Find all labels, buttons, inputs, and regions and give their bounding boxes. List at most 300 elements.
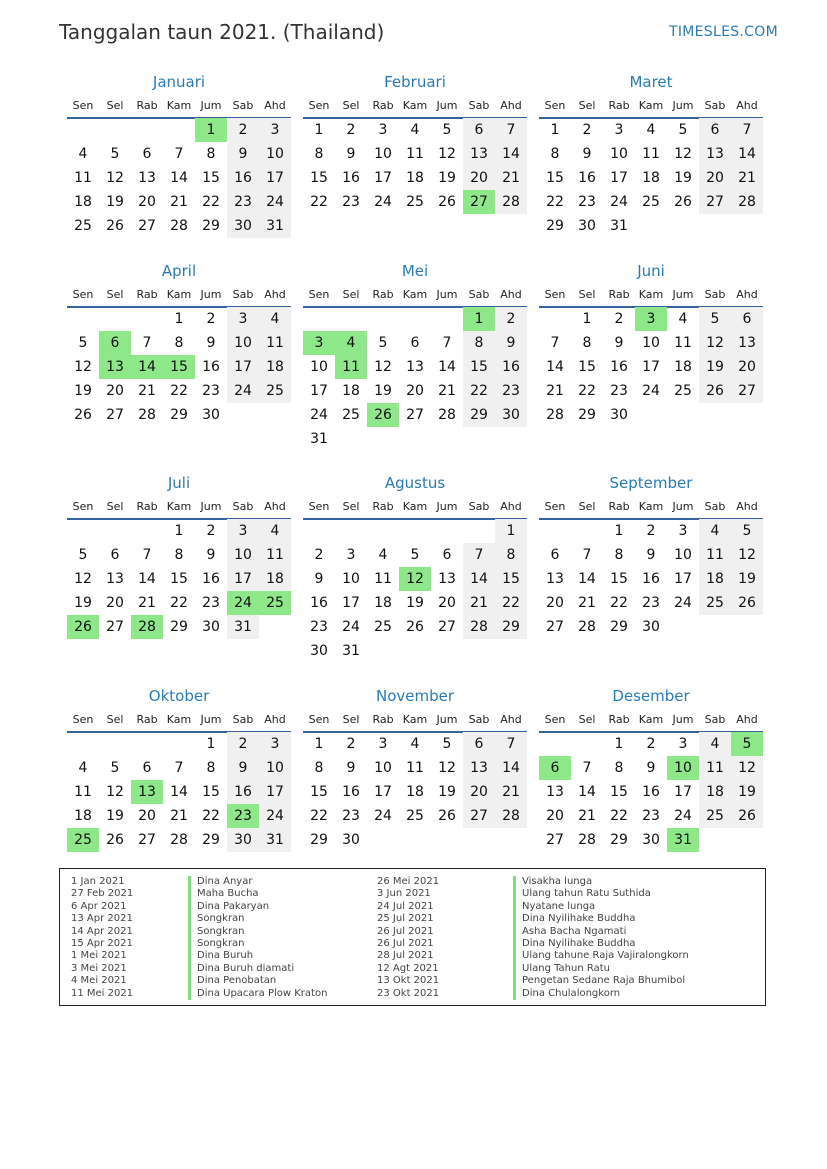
day-cell: 10	[227, 331, 259, 355]
day-cell: 4	[378, 547, 388, 563]
day-cell: 25	[699, 591, 731, 615]
weekday-header	[67, 713, 291, 733]
day-cell: 11	[74, 170, 92, 186]
day-cell: 5	[410, 547, 420, 563]
day-cell: 5	[442, 122, 452, 138]
weekday-label: Jum	[436, 500, 458, 513]
weekday-label: Ahd	[500, 500, 522, 513]
day-cell: 10	[310, 359, 328, 375]
day-cell: 31	[259, 828, 291, 852]
day-cell: 28	[438, 407, 456, 423]
holiday-day-cell: 3	[303, 331, 335, 355]
day-cell: 13	[463, 756, 495, 780]
day-cell: 28	[463, 615, 495, 639]
weekday-label: Sab	[468, 713, 490, 726]
weekday-label: Sab	[704, 99, 726, 112]
day-cell: 7	[142, 335, 152, 351]
day-cell: 5	[699, 307, 731, 331]
day-cell: 5	[731, 519, 763, 543]
day-cell: 27	[463, 804, 495, 828]
weekday-label: Jum	[436, 288, 458, 301]
day-cell: 10	[610, 146, 628, 162]
weekday-label: Sel	[106, 99, 124, 112]
legend-date: 3 Jun 2021	[377, 888, 431, 900]
holiday-day-cell: 13	[99, 355, 131, 379]
legend-holiday-name: Dina Upacara Plow Kraton	[188, 988, 327, 1000]
day-cell: 18	[259, 355, 291, 379]
day-cell: 24	[342, 619, 360, 635]
weekday-label: Sab	[232, 500, 254, 513]
day-cell: 7	[463, 543, 495, 567]
day-cell: 1	[314, 122, 324, 138]
weekday-label: Rab	[372, 500, 394, 513]
day-cell: 23	[578, 194, 596, 210]
holiday-day-cell: 28	[131, 615, 163, 639]
page-title: Tanggalan taun 2021. (Thailand)	[59, 20, 385, 44]
day-cell: 15	[546, 170, 564, 186]
weekday-label: Jum	[672, 500, 694, 513]
month-name: September	[609, 474, 693, 492]
day-cell: 27	[106, 619, 124, 635]
day-cell: 9	[646, 760, 656, 776]
holiday-day-cell: 27	[463, 190, 495, 214]
day-cell: 17	[227, 567, 259, 591]
day-cell: 3	[678, 523, 688, 539]
weekday-label: Ahd	[264, 713, 286, 726]
day-cell: 13	[106, 571, 124, 587]
day-cell: 21	[170, 194, 188, 210]
day-cell: 18	[74, 808, 92, 824]
weekday-label: Ahd	[736, 500, 758, 513]
day-cell: 4	[78, 146, 88, 162]
day-cell: 28	[578, 832, 596, 848]
day-cell: 14	[170, 784, 188, 800]
month-name: Mei	[401, 262, 429, 280]
day-cell: 6	[110, 547, 120, 563]
day-cell: 27	[731, 379, 763, 403]
day-cell: 1	[314, 736, 324, 752]
weekday-header	[67, 500, 291, 520]
site-brand-link[interactable]: TIMESLES.COM	[669, 24, 778, 40]
weekday-label: Sel	[578, 713, 596, 726]
legend-holiday-name: Dina Penobatan	[188, 975, 327, 987]
day-cell: 21	[463, 591, 495, 615]
day-cell: 5	[78, 547, 88, 563]
weekday-label: Ahd	[500, 288, 522, 301]
day-cell: 16	[642, 784, 660, 800]
day-cell: 26	[438, 194, 456, 210]
weekday-label: Sen	[72, 500, 94, 513]
weekday-label: Jum	[672, 288, 694, 301]
day-cell: 15	[610, 784, 628, 800]
weekday-label: Ahd	[264, 99, 286, 112]
weekday-label: Sab	[468, 99, 490, 112]
legend-date: 25 Jul 2021	[377, 913, 434, 925]
day-cell: 13	[438, 571, 456, 587]
weekday-label: Jum	[672, 99, 694, 112]
day-cell: 27	[699, 190, 731, 214]
weekday-label: Kam	[402, 288, 428, 301]
day-cell: 22	[170, 595, 188, 611]
legend-holiday-name: Nyatane lunga	[513, 901, 689, 913]
day-cell: 23	[310, 619, 328, 635]
day-cell: 5	[442, 736, 452, 752]
weekday-label: Jum	[200, 99, 222, 112]
day-cell: 15	[202, 170, 220, 186]
day-cell: 2	[582, 122, 592, 138]
day-cell: 20	[138, 194, 156, 210]
day-cell: 26	[106, 218, 124, 234]
legend-holiday-name: Songkran	[188, 913, 327, 925]
day-cell: 24	[610, 194, 628, 210]
day-cell: 17	[374, 784, 392, 800]
day-cell: 19	[374, 383, 392, 399]
day-cell: 12	[74, 359, 92, 375]
day-cell: 11	[699, 756, 731, 780]
day-cell: 19	[106, 194, 124, 210]
day-cell: 16	[610, 359, 628, 375]
day-cell: 13	[463, 142, 495, 166]
weekday-label: Kam	[402, 99, 428, 112]
day-cell: 6	[731, 307, 763, 331]
day-cell: 15	[310, 170, 328, 186]
day-cell: 7	[142, 547, 152, 563]
day-cell: 30	[310, 643, 328, 659]
day-cell: 6	[550, 547, 560, 563]
weekday-label: Sel	[106, 288, 124, 301]
weekday-header	[539, 500, 763, 520]
holiday-day-cell: 3	[635, 307, 667, 331]
day-cell: 18	[406, 170, 424, 186]
day-cell: 1	[495, 519, 527, 543]
day-cell: 26	[438, 808, 456, 824]
legend-holiday-name: Dina Anyar	[188, 876, 327, 888]
weekday-label: Sel	[106, 713, 124, 726]
weekday-label: Ahd	[264, 288, 286, 301]
day-cell: 2	[314, 547, 324, 563]
weekday-label: Sen	[308, 500, 330, 513]
day-cell: 29	[495, 615, 527, 639]
day-cell: 3	[614, 122, 624, 138]
legend-holiday-name: Dina Buruh diamati	[188, 963, 327, 975]
day-cell: 2	[227, 732, 259, 756]
day-cell: 18	[259, 567, 291, 591]
day-cell: 30	[495, 403, 527, 427]
holiday-legend	[59, 868, 766, 1006]
day-cell: 21	[546, 383, 564, 399]
weekday-label: Jum	[200, 713, 222, 726]
day-cell: 17	[674, 784, 692, 800]
weekday-label: Kam	[638, 99, 664, 112]
day-cell: 9	[614, 335, 624, 351]
legend-holiday-name: Asha Bacha Ngamati	[513, 926, 689, 938]
day-cell: 8	[550, 146, 560, 162]
legend-holiday-name: Songkran	[188, 938, 327, 950]
day-cell: 23	[495, 379, 527, 403]
day-cell: 22	[610, 808, 628, 824]
day-cell: 15	[463, 355, 495, 379]
day-cell: 9	[346, 146, 356, 162]
weekday-label: Sel	[342, 99, 360, 112]
weekday-label: Jum	[436, 99, 458, 112]
day-cell: 1	[614, 736, 624, 752]
legend-date: 26 Mei 2021	[377, 876, 440, 887]
weekday-label: Rab	[608, 713, 630, 726]
day-cell: 29	[463, 403, 495, 427]
day-cell: 20	[138, 808, 156, 824]
day-cell: 26	[406, 619, 424, 635]
day-cell: 30	[642, 832, 660, 848]
day-cell: 23	[202, 383, 220, 399]
month-name: Desember	[612, 687, 690, 705]
day-cell: 29	[170, 407, 188, 423]
legend-holiday-name: Ulang tahune Raja Vajiralongkorn	[513, 950, 689, 962]
weekday-label: Sel	[342, 500, 360, 513]
weekday-label: Kam	[166, 288, 192, 301]
day-cell: 1	[174, 311, 184, 327]
day-cell: 6	[463, 732, 495, 756]
day-cell: 20	[699, 166, 731, 190]
day-cell: 9	[646, 547, 656, 563]
weekday-label: Sel	[342, 713, 360, 726]
day-cell: 3	[227, 519, 259, 543]
day-cell: 14	[731, 142, 763, 166]
holiday-day-cell: 15	[163, 355, 195, 379]
weekday-label: Ahd	[736, 713, 758, 726]
day-cell: 25	[259, 379, 291, 403]
day-cell: 17	[310, 383, 328, 399]
day-cell: 31	[259, 214, 291, 238]
day-cell: 3	[678, 736, 688, 752]
day-cell: 7	[731, 118, 763, 142]
day-cell: 8	[206, 760, 216, 776]
day-cell: 22	[610, 595, 628, 611]
legend-holiday-name: Pengetan Sedane Raja Bhumibol	[513, 975, 689, 987]
day-cell: 12	[438, 146, 456, 162]
weekday-label: Sen	[308, 99, 330, 112]
month-name: Agustus	[384, 474, 446, 492]
day-cell: 30	[610, 407, 628, 423]
day-cell: 29	[202, 218, 220, 234]
day-cell: 20	[731, 355, 763, 379]
day-cell: 18	[406, 784, 424, 800]
day-cell: 22	[202, 808, 220, 824]
day-cell: 28	[138, 407, 156, 423]
day-cell: 30	[202, 619, 220, 635]
day-cell: 29	[170, 619, 188, 635]
weekday-label: Kam	[638, 288, 664, 301]
day-cell: 6	[142, 146, 152, 162]
day-cell: 11	[699, 543, 731, 567]
weekday-label: Kam	[638, 500, 664, 513]
weekday-label: Rab	[608, 500, 630, 513]
day-cell: 13	[138, 170, 156, 186]
legend-date: 13 Apr 2021	[71, 913, 133, 925]
legend-date: 6 Apr 2021	[71, 900, 127, 912]
day-cell: 27	[438, 619, 456, 635]
day-cell: 3	[378, 736, 388, 752]
day-cell: 23	[642, 595, 660, 611]
weekday-label: Ahd	[736, 99, 758, 112]
legend-date: 13 Okt 2021	[377, 975, 440, 987]
day-cell: 9	[314, 571, 324, 587]
day-cell: 15	[610, 571, 628, 587]
weekday-label: Sab	[232, 99, 254, 112]
day-cell: 28	[495, 190, 527, 214]
day-cell: 10	[674, 547, 692, 563]
day-cell: 24	[374, 194, 392, 210]
day-cell: 13	[546, 571, 564, 587]
month-name: Januari	[152, 73, 206, 91]
holiday-day-cell: 11	[335, 355, 367, 379]
day-cell: 5	[78, 335, 88, 351]
day-cell: 29	[310, 832, 328, 848]
day-cell: 30	[642, 619, 660, 635]
day-cell: 18	[74, 194, 92, 210]
day-cell: 26	[731, 804, 763, 828]
day-cell: 5	[378, 335, 388, 351]
day-cell: 19	[74, 595, 92, 611]
day-cell: 11	[406, 146, 424, 162]
day-cell: 27	[406, 407, 424, 423]
legend-holiday-name: Dina Chulalongkorn	[513, 988, 689, 1000]
day-cell: 20	[463, 780, 495, 804]
day-cell: 16	[227, 780, 259, 804]
day-cell: 2	[227, 118, 259, 142]
day-cell: 8	[614, 760, 624, 776]
day-cell: 24	[642, 383, 660, 399]
day-cell: 2	[646, 736, 656, 752]
day-cell: 2	[346, 736, 356, 752]
day-cell: 27	[138, 832, 156, 848]
day-cell: 2	[646, 523, 656, 539]
weekday-label: Kam	[402, 500, 428, 513]
day-cell: 9	[346, 760, 356, 776]
day-cell: 25	[406, 194, 424, 210]
day-cell: 14	[170, 170, 188, 186]
day-cell: 22	[546, 194, 564, 210]
day-cell: 4	[678, 311, 688, 327]
day-cell: 19	[438, 170, 456, 186]
holiday-day-cell: 23	[227, 804, 259, 828]
weekday-label: Sab	[232, 713, 254, 726]
weekday-label: Jum	[200, 500, 222, 513]
weekday-label: Sen	[544, 500, 566, 513]
weekday-header	[67, 99, 291, 119]
month-name: Oktober	[148, 687, 210, 705]
day-cell: 29	[546, 218, 564, 234]
day-cell: 17	[259, 780, 291, 804]
legend-date: 14 Apr 2021	[71, 925, 133, 937]
day-cell: 11	[406, 760, 424, 776]
day-cell: 9	[227, 756, 259, 780]
day-cell: 17	[227, 355, 259, 379]
day-cell: 24	[259, 804, 291, 828]
day-cell: 7	[174, 146, 184, 162]
day-cell: 25	[74, 218, 92, 234]
legend-holiday-name: Dina Buruh	[188, 950, 327, 962]
weekday-header	[303, 500, 527, 520]
weekday-label: Sen	[544, 713, 566, 726]
legend-holiday-name: Dina Pakaryan	[188, 901, 327, 913]
day-cell: 18	[699, 780, 731, 804]
day-cell: 14	[495, 142, 527, 166]
day-cell: 15	[170, 571, 188, 587]
day-cell: 27	[546, 619, 564, 635]
day-cell: 24	[674, 595, 692, 611]
day-cell: 17	[642, 359, 660, 375]
weekday-label: Rab	[136, 288, 158, 301]
day-cell: 31	[310, 431, 328, 447]
legend-names-right	[513, 876, 689, 1000]
day-cell: 4	[410, 736, 420, 752]
day-cell: 17	[374, 170, 392, 186]
day-cell: 23	[342, 808, 360, 824]
weekday-label: Kam	[402, 713, 428, 726]
day-cell: 19	[106, 808, 124, 824]
weekday-label: Sel	[106, 500, 124, 513]
day-cell: 16	[578, 170, 596, 186]
weekday-label: Sab	[704, 288, 726, 301]
day-cell: 30	[202, 407, 220, 423]
day-cell: 30	[342, 832, 360, 848]
day-cell: 26	[74, 407, 92, 423]
weekday-label: Rab	[372, 99, 394, 112]
day-cell: 21	[495, 166, 527, 190]
day-cell: 15	[578, 359, 596, 375]
day-cell: 21	[138, 595, 156, 611]
day-cell: 28	[495, 804, 527, 828]
day-cell: 6	[410, 335, 420, 351]
day-cell: 7	[495, 118, 527, 142]
day-cell: 10	[259, 142, 291, 166]
day-cell: 26	[674, 194, 692, 210]
weekday-label: Kam	[166, 713, 192, 726]
day-cell: 20	[546, 808, 564, 824]
day-cell: 31	[342, 643, 360, 659]
weekday-header	[303, 713, 527, 733]
holiday-day-cell: 12	[399, 567, 431, 591]
holiday-day-cell: 1	[195, 118, 227, 142]
day-cell: 20	[406, 383, 424, 399]
day-cell: 22	[202, 194, 220, 210]
day-cell: 14	[438, 359, 456, 375]
day-cell: 29	[578, 407, 596, 423]
legend-date: 4 Mei 2021	[71, 975, 127, 987]
weekday-label: Sen	[72, 288, 94, 301]
day-cell: 1	[206, 736, 216, 752]
day-cell: 11	[259, 543, 291, 567]
day-cell: 4	[699, 519, 731, 543]
day-cell: 18	[699, 567, 731, 591]
day-cell: 23	[610, 383, 628, 399]
legend-date: 1 Jan 2021	[71, 876, 125, 887]
weekday-label: Sel	[578, 99, 596, 112]
day-cell: 21	[578, 808, 596, 824]
day-cell: 10	[227, 543, 259, 567]
day-cell: 18	[642, 170, 660, 186]
legend-names-left	[188, 876, 327, 1000]
day-cell: 30	[227, 214, 259, 238]
day-cell: 17	[259, 166, 291, 190]
day-cell: 2	[495, 307, 527, 331]
month-name: Februari	[384, 73, 446, 91]
day-cell: 14	[138, 571, 156, 587]
holiday-day-cell: 26	[67, 615, 99, 639]
day-cell: 17	[674, 571, 692, 587]
legend-holiday-name: Visakha lunga	[513, 876, 689, 888]
legend-dates-left	[71, 876, 133, 1000]
